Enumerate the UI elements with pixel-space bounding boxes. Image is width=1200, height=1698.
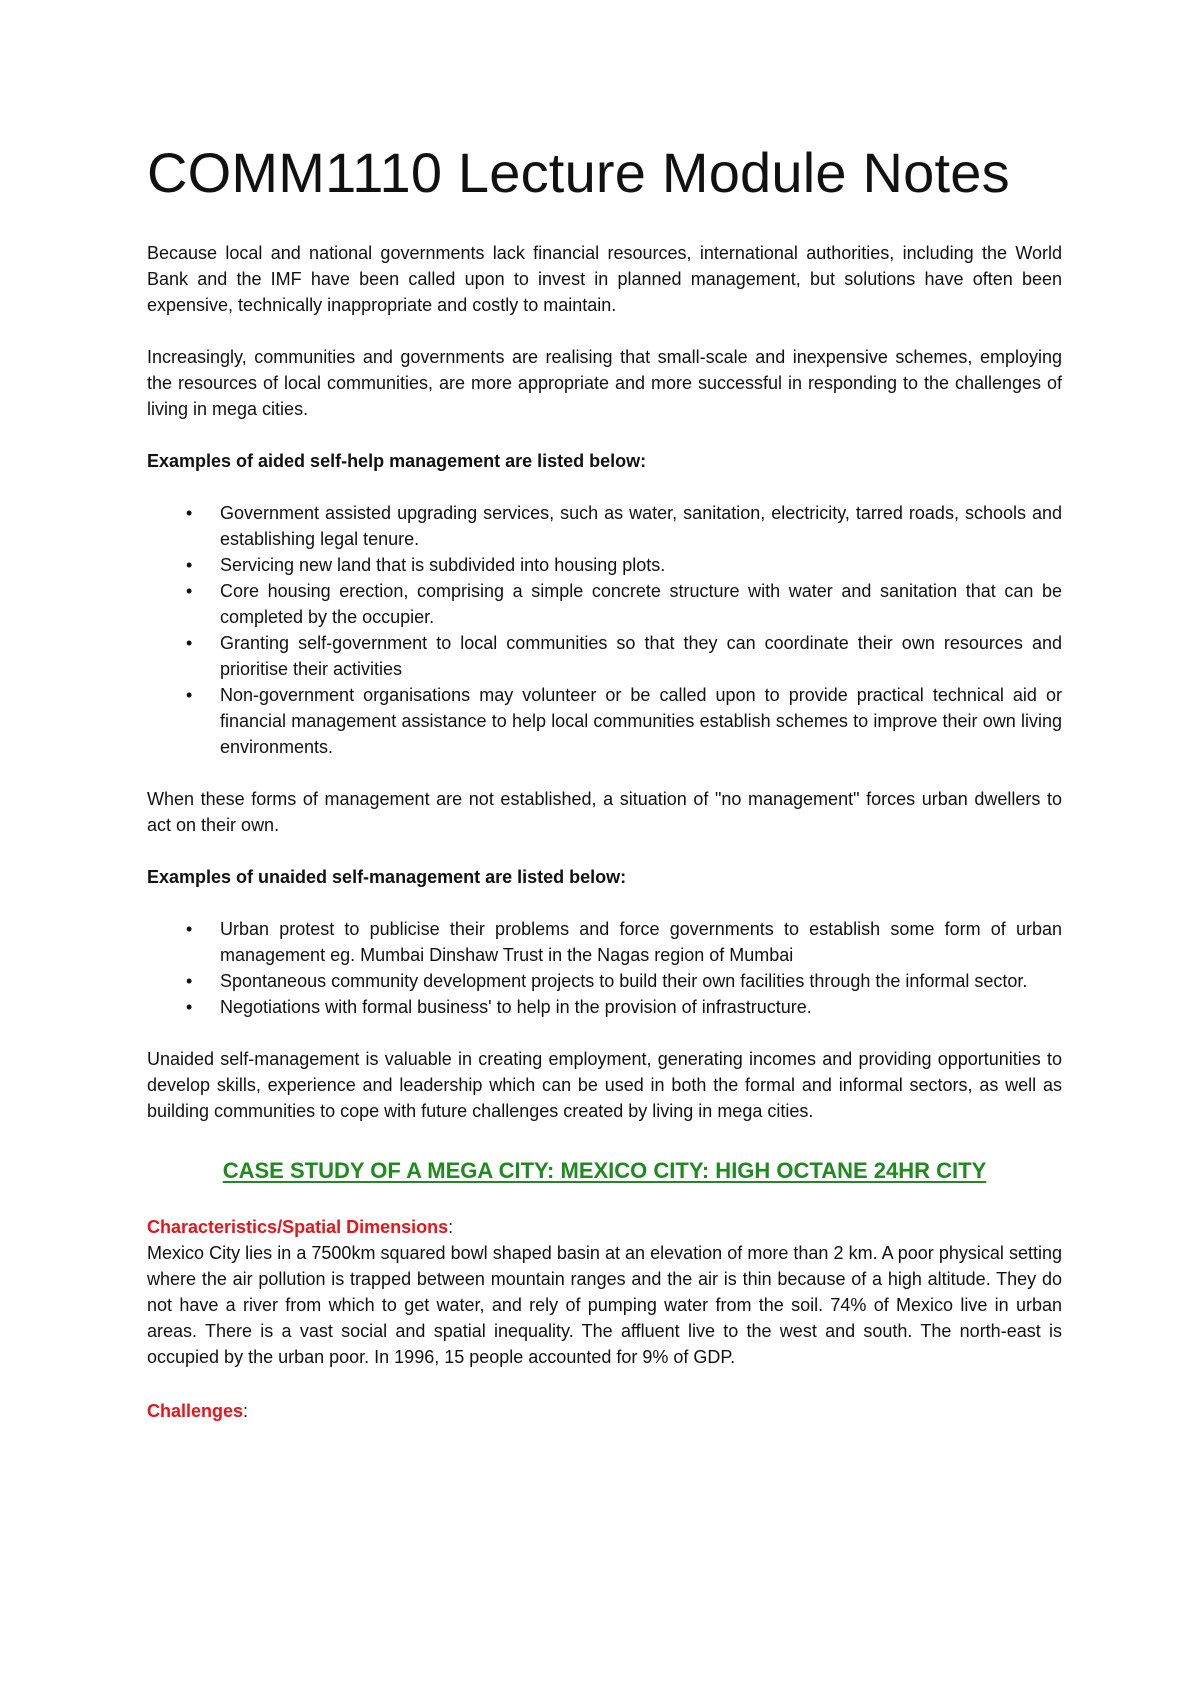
challenges-heading (147, 1398, 1062, 1424)
challenges-colon: : (243, 1401, 249, 1421)
challenges-label: Challenges (147, 1401, 244, 1421)
list-item (147, 682, 1062, 760)
list-item-text: Granting self-government to local communities so that they can coordinate their own resources and prioritise their activities (220, 633, 1062, 679)
bullet-icon: • (186, 503, 193, 523)
paragraph-funding: Because local and national governments lack financial resources, international authorities, including the World Bank and the IMF have been called upon to invest in planned management, but solutions have often been expensive, technically inappropriate and costly to maintain. (147, 243, 1062, 315)
bullet-icon: • (186, 685, 193, 705)
bullet-icon: • (186, 997, 193, 1017)
paragraph-unaided-value: Unaided self-management is valuable in creating employment, generating incomes and providing opportunities to develop skills, experience and leadership which can be used in both the formal and informal sectors, as well as building communities to cope with future challenges created by living in mega cities. (147, 1049, 1062, 1121)
list-item-text: Negotiations with formal business' to help in the provision of infrastructure. (220, 997, 812, 1017)
list-item (147, 916, 1062, 968)
list-item (147, 994, 1062, 1020)
characteristics-text: Mexico City lies in a 7500km squared bowl shaped basin at an elevation of more than 2 km. A poor physical setting where the air pollution is trapped between mountain ranges and the air is thin because of a high altitude. They do not have a river from which to get water, and rely of pumping water from the soil. 74% of Mexico live in urban areas. There is a vast social and spatial inequality. The affluent live to the west and south. The north-east is occupied by the urban poor. In 1996, 15 people accounted for 9% of GDP. (147, 1243, 1062, 1367)
aided-list (147, 500, 1062, 760)
list-item-text: Non-government organisations may volunteer or be called upon to provide practical technical aid or financial management assistance to help local communities establish schemes to improve their own living environments. (220, 685, 1062, 757)
list-item (147, 500, 1062, 552)
aided-heading: Examples of aided self-help management are listed below: (147, 451, 647, 471)
bullet-icon: • (186, 919, 193, 939)
list-item (147, 630, 1062, 682)
characteristics-label: Characteristics/Spatial Dimensions (147, 1217, 449, 1237)
list-item-text: Servicing new land that is subdivided into housing plots. (220, 555, 666, 575)
paragraph-small-scale-schemes: Increasingly, communities and governments are realising that small-scale and inexpensive schemes, employing the resources of local communities, are more appropriate and more successful in responding to the challenges of living in mega cities. (147, 347, 1062, 419)
document-title: COMM1110 Lecture Module Notes (147, 141, 1010, 204)
document-page (147, 0, 1062, 1424)
bullet-icon: • (186, 555, 193, 575)
list-item-text: Spontaneous community development projects to build their own facilities through the informal sector. (220, 971, 1028, 991)
bullet-icon: • (186, 633, 193, 653)
unaided-list (147, 916, 1062, 1020)
list-item (147, 552, 1062, 578)
bullet-icon: • (186, 581, 193, 601)
characteristics-colon: : (448, 1217, 454, 1237)
unaided-heading: Examples of unaided self-management are listed below: (147, 867, 627, 887)
list-item (147, 968, 1062, 994)
paragraph-no-management: When these forms of management are not established, a situation of "no management" forces urban dwellers to act on their own. (147, 789, 1062, 835)
list-item (147, 578, 1062, 630)
list-item-text: Government assisted upgrading services, such as water, sanitation, electricity, tarred roads, schools and establishing legal tenure. (220, 503, 1062, 549)
bullet-icon: • (186, 971, 193, 991)
list-item-text: Core housing erection, comprising a simple concrete structure with water and sanitation that can be completed by the occupier. (220, 581, 1062, 627)
list-item-text: Urban protest to publicise their problems and force governments to establish some form of urban management eg. Mumbai Dinshaw Trust in the Nagas region of Mumbai (220, 919, 1062, 965)
case-study-title: CASE STUDY OF A MEGA CITY: MEXICO CITY: HIGH OCTANE 24HR CITY (222, 1158, 987, 1183)
characteristics-heading (147, 1214, 1062, 1240)
